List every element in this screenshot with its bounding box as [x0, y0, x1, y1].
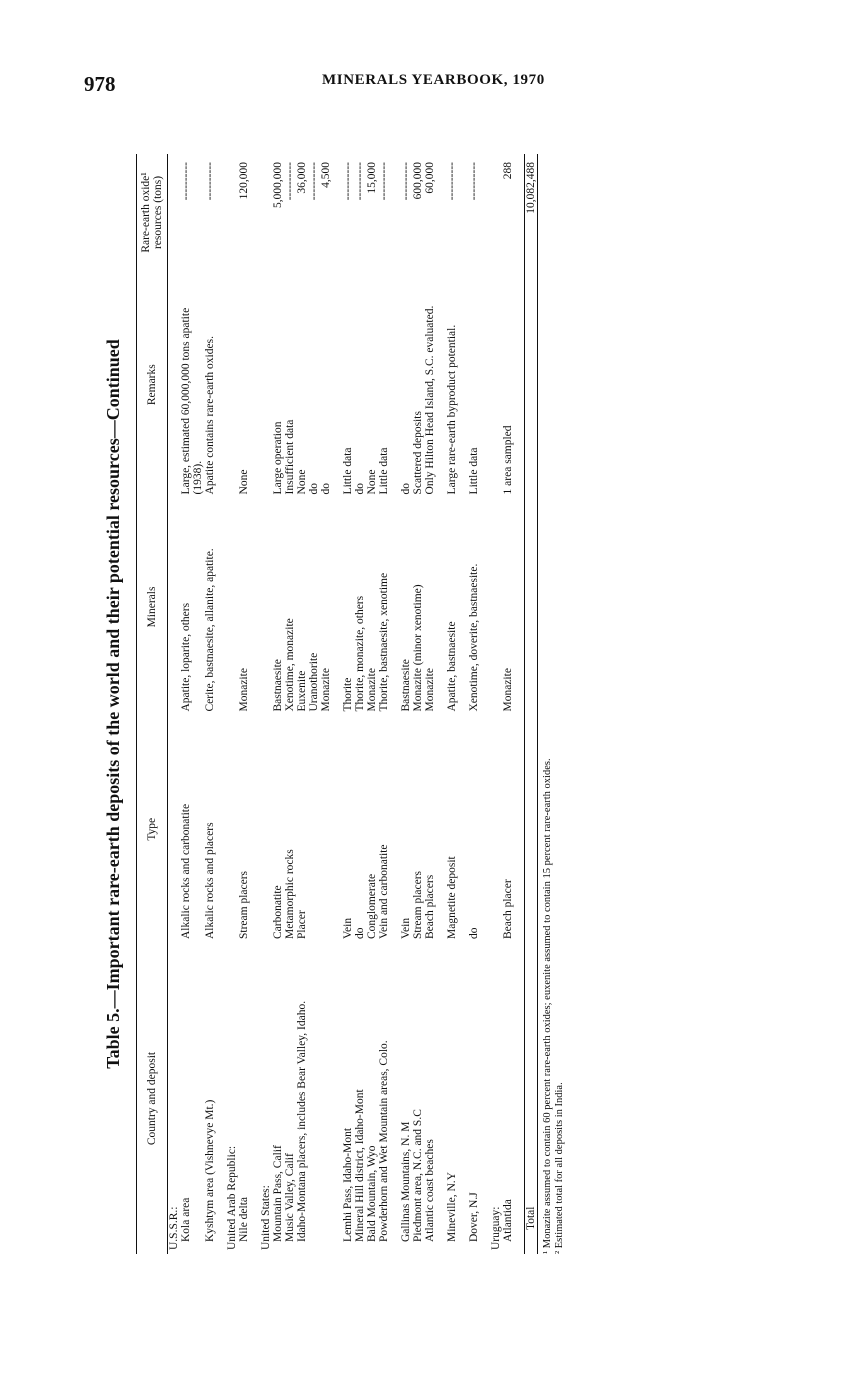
cell-country: Mountain Pass, Calif: [272, 1145, 284, 1242]
row-spacer: [480, 154, 490, 1254]
cell-resources: 120,000: [238, 162, 250, 200]
cell-country: Mineville, N.Y: [446, 1172, 458, 1242]
row-spacer: [390, 154, 400, 1254]
cell-remarks: [226, 271, 238, 499]
cell-remarks: [490, 271, 502, 499]
cell-type: Vein: [342, 917, 354, 939]
table-row: [226, 154, 238, 1254]
cell-type: Beach placer: [502, 879, 514, 939]
row-spacer: [250, 154, 260, 1254]
cell-remarks: do: [320, 482, 332, 495]
cell-minerals: [490, 498, 502, 715]
table-row: [308, 154, 320, 1254]
cell-remarks: Large, estimated 60,000,000 tons apatite (1938).: [180, 307, 204, 495]
cell-resources: 600,000: [412, 162, 424, 200]
row-spacer: [436, 154, 446, 1254]
table-row: [412, 154, 424, 1254]
cell-remarks: None: [238, 469, 250, 495]
cell-country: Piedmont area, N.C. and S.C: [412, 1109, 424, 1242]
cell-minerals: [525, 498, 538, 715]
cell-minerals: Cerite, bastnaesite, allanite, apatite.: [204, 548, 216, 712]
cell-resources: ----------: [354, 162, 366, 201]
cell-minerals: Bastnaesite: [272, 659, 284, 712]
cell-remarks: [260, 271, 272, 499]
cell-resources: 5,000,000: [272, 162, 284, 208]
table-row: [424, 154, 436, 1254]
cell-country: Bald Mountain, Wyo: [366, 1145, 378, 1242]
col-type: Type: [137, 716, 168, 944]
cell-type: Beach placers: [424, 874, 436, 939]
spacer-cell: [458, 154, 468, 1254]
cell-minerals: Monazite (minor xenotime): [412, 584, 424, 712]
cell-country: Uruguay:: [490, 1206, 502, 1250]
cell-minerals: Apatite, loparite, others: [180, 602, 192, 712]
cell-resources: 36,000: [296, 162, 308, 194]
cell-remarks: Large rare-earth byproduct potential.: [446, 324, 458, 495]
cell-country: [308, 943, 320, 1254]
cell-minerals: [226, 498, 238, 715]
table-row: [400, 154, 412, 1254]
cell-remarks: [168, 271, 181, 499]
cell-resources: 60,000: [424, 162, 436, 194]
row-spacer: [216, 154, 226, 1254]
cell-minerals: [260, 498, 272, 715]
cell-resources: ----------: [308, 162, 320, 201]
footnote-2: ² Estimated total for all deposits in India.: [554, 1082, 565, 1254]
table-row: [320, 154, 332, 1254]
footnotes: [542, 154, 566, 1254]
cell-remarks: do: [354, 482, 366, 495]
table-row: [296, 154, 308, 1254]
cell-country: [320, 943, 332, 1254]
cell-remarks: do: [308, 482, 320, 495]
table-row: [525, 154, 538, 1254]
cell-remarks: do: [400, 482, 412, 495]
cell-remarks: Only Hilton Head Island, S.C. evaluated.: [424, 305, 436, 495]
col-country: Country and deposit: [137, 943, 168, 1254]
cell-type: Conglomerate: [366, 873, 378, 939]
cell-country: United Arab Republic:: [226, 1145, 238, 1250]
cell-minerals: Thorite: [342, 677, 354, 712]
cell-remarks: 1 area sampled: [502, 425, 514, 495]
cell-minerals: Uranothorite: [308, 652, 320, 712]
cell-type: Vein: [400, 917, 412, 939]
cell-country: Nile delta: [238, 1196, 250, 1242]
row-spacer: [332, 154, 342, 1254]
spacer-cell: [216, 154, 226, 1254]
table-row: [490, 154, 502, 1254]
cell-country: Kyshtym area (Vishnevye Mt.): [204, 1099, 216, 1242]
cell-resources: [260, 154, 272, 271]
cell-resources: ----------: [378, 162, 390, 201]
cell-type: do: [354, 927, 366, 939]
cell-minerals: Euxenite: [296, 670, 308, 712]
col-resources: Rare-earth oxide¹ resources (tons): [137, 154, 168, 271]
table-row: [260, 154, 272, 1254]
cell-minerals: Xenotime, monazite: [284, 618, 296, 712]
cell-remarks: None: [366, 469, 378, 495]
cell-type: [168, 716, 181, 944]
cell-resources: ----------: [284, 162, 296, 201]
row-spacer: [514, 154, 525, 1254]
cell-type: Magnetite deposit: [446, 856, 458, 939]
table-row: [204, 154, 216, 1254]
cell-resources: ----------: [342, 162, 354, 201]
table-row: [168, 154, 181, 1254]
cell-type: Carbonatite: [272, 885, 284, 939]
cell-remarks: [525, 271, 538, 499]
spacer-cell: [436, 154, 446, 1254]
cell-country: United States:: [260, 1185, 272, 1250]
cell-resources: ----------: [446, 162, 458, 201]
running-title: MINERALS YEARBOOK, 1970: [322, 72, 545, 88]
cell-type: Metamorphic rocks: [284, 849, 296, 939]
cell-country: Music Valley, Calif: [284, 1153, 296, 1242]
cell-resources: ----------: [204, 162, 216, 201]
cell-type: Alkalic rocks and placers: [204, 822, 216, 939]
table-row: [446, 154, 458, 1254]
table-row: [180, 154, 204, 1254]
cell-type: [226, 716, 238, 944]
cell-minerals: Monazite: [502, 668, 514, 712]
table-row: [354, 154, 366, 1254]
cell-remarks: None: [296, 469, 308, 495]
col-minerals: Minerals: [137, 498, 168, 715]
cell-minerals: Monazite: [238, 668, 250, 712]
table-body: [168, 154, 538, 1254]
cell-country: Total: [525, 943, 538, 1254]
cell-type: Stream placers: [238, 870, 250, 939]
row-spacer: [458, 154, 468, 1254]
table-row: [378, 154, 390, 1254]
spacer-cell: [480, 154, 490, 1254]
cell-remarks: Little data: [378, 447, 390, 495]
table-row: [272, 154, 284, 1254]
cell-country: Gallinas Mountains, N. M: [400, 1121, 412, 1242]
cell-remarks: Apatite contains rare-earth oxides.: [204, 336, 216, 495]
cell-resources: [490, 154, 502, 271]
cell-resources: 288: [502, 162, 514, 180]
cell-type: [308, 716, 320, 944]
cell-minerals: Monazite: [424, 668, 436, 712]
cell-country: Lemhi Pass, Idaho-Mont: [342, 1127, 354, 1242]
cell-resources: ----------: [468, 162, 480, 201]
cell-type: do: [468, 927, 480, 939]
cell-minerals: Bastnaesite: [400, 659, 412, 712]
spacer-cell: [250, 154, 260, 1254]
cell-country: Mineral Hill district, Idaho-Mont: [354, 1089, 366, 1242]
cell-type: Alkalic rocks and carbonatite: [180, 803, 192, 939]
cell-minerals: Thorite, bastnaesite, xenotime: [378, 572, 390, 712]
rotated-table-block: [103, 154, 633, 1254]
cell-type: Stream placers: [412, 870, 424, 939]
cell-country: Idaho-Montana placers, includes Bear Valley, Idaho.: [296, 1000, 308, 1242]
cell-minerals: Xenotime, doverite, bastnaesite.: [468, 563, 480, 712]
deposits-table: [136, 154, 538, 1254]
table-row: [238, 154, 250, 1254]
cell-minerals: [168, 498, 181, 715]
cell-country: Atlantida: [502, 1199, 514, 1242]
cell-type: Vein and carbonatite: [378, 844, 390, 939]
table-row: [502, 154, 514, 1254]
spacer-cell: [514, 154, 525, 1254]
cell-resources: [168, 154, 181, 271]
cell-resources: 10,082,488: [525, 154, 538, 271]
cell-country: Powderhorn and Wet Mountain areas, Colo.: [378, 1040, 390, 1242]
cell-minerals: Thorite, monazite, others: [354, 595, 366, 712]
cell-type: [260, 716, 272, 944]
table-header-row: [137, 154, 168, 1254]
spacer-cell: [332, 154, 342, 1254]
table-row: [284, 154, 296, 1254]
cell-type: [525, 716, 538, 944]
cell-resources: ----------: [180, 162, 192, 201]
cell-type: Placer: [296, 910, 308, 939]
cell-type: [490, 716, 502, 944]
cell-type: [320, 716, 332, 944]
footnote-1: ¹ Monazite assumed to contain 60 percent rare-earth oxides; euxenite assumed to contain 15 percent rare-earth oxides.: [542, 758, 553, 1254]
cell-minerals: Monazite: [320, 668, 332, 712]
cell-country: Atlantic coast beaches: [424, 1139, 436, 1242]
cell-remarks: Insufficient data: [284, 419, 296, 495]
cell-resources: ----------: [400, 162, 412, 201]
cell-resources: 4,500: [320, 162, 332, 188]
cell-country: Dover, N.J: [468, 1192, 480, 1242]
cell-minerals: Monazite: [366, 668, 378, 712]
spacer-cell: [390, 154, 400, 1254]
page-number: 978: [84, 72, 116, 96]
cell-country: U.S.S.R.:: [168, 1206, 180, 1250]
cell-remarks: Scattered deposits: [412, 411, 424, 495]
cell-resources: [226, 154, 238, 271]
cell-remarks: Large operation: [272, 421, 284, 495]
cell-country: Kola area: [180, 1197, 192, 1242]
cell-remarks: Little data: [468, 447, 480, 495]
table-title: Table 5.—Important rare-earth deposits of the world and their potential resources—Continued: [103, 339, 123, 1069]
cell-resources: 15,000: [366, 162, 378, 194]
table-row: [342, 154, 354, 1254]
col-remarks: Remarks: [137, 271, 168, 499]
table-row: [468, 154, 480, 1254]
cell-remarks: Little data: [342, 447, 354, 495]
table-row: [366, 154, 378, 1254]
cell-minerals: Apatite, bastnaesite: [446, 621, 458, 712]
